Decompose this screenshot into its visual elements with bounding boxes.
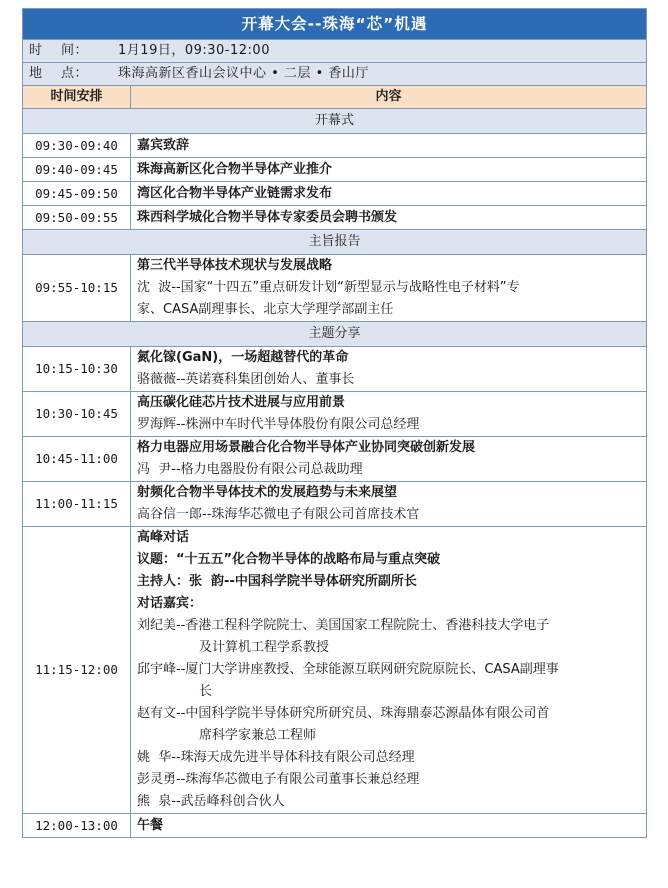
panel-guest: 赵有文--中国科学院半导体研究所研究员、珠海鼎泰芯源晶体有限公司首 bbox=[137, 706, 550, 721]
panel-guest-cont: 及计算机工程学系教授 bbox=[199, 640, 330, 655]
header-time: 时间安排 bbox=[23, 86, 131, 109]
section-topics: 主题分享 bbox=[23, 322, 647, 347]
row-content: 嘉宾致辞 bbox=[131, 134, 647, 158]
table-row bbox=[23, 527, 647, 814]
panel-guest: 熊 泉--武岳峰科创合伙人 bbox=[137, 794, 285, 809]
meta-place-value: 珠海高新区香山会议中心 • 二层 • 香山厅 bbox=[118, 66, 369, 81]
meta-time-value: 1月19日，09:30-12:00 bbox=[118, 43, 270, 58]
topic-speaker: 冯 尹--格力电器股份有限公司总裁助理 bbox=[137, 462, 363, 477]
row-content bbox=[131, 527, 647, 814]
table-row bbox=[23, 437, 647, 482]
row-content bbox=[131, 392, 647, 437]
row-content: 珠海高新区化合物半导体产业推介 bbox=[131, 158, 647, 182]
panel-guest-cont: 长 bbox=[199, 684, 213, 699]
panel-subject: 议题：“十五五”化合物半导体的战略布局与重点突破 bbox=[137, 552, 441, 567]
table-row bbox=[23, 182, 647, 206]
row-content bbox=[131, 482, 647, 527]
table-row bbox=[23, 347, 647, 392]
row-content: 湾区化合物半导体产业链需求发布 bbox=[131, 182, 647, 206]
row-content: 珠西科学城化合物半导体专家委员会聘书颁发 bbox=[131, 206, 647, 230]
keynote-speaker: 沈 波--国家“十四五”重点研发计划“新型显示与战略性电子材料”专 bbox=[137, 280, 520, 295]
row-time: 11:00-11:15 bbox=[23, 482, 131, 527]
topic-speaker: 骆薇薇--英诺赛科集团创始人、董事长 bbox=[137, 372, 355, 387]
topic-title: 高压碳化硅芯片技术进展与应用前景 bbox=[137, 395, 346, 410]
topic-speaker: 高谷信一郎--珠海华芯微电子有限公司首席技术官 bbox=[137, 507, 420, 522]
agenda-table bbox=[22, 8, 647, 838]
panel-guest: 邱宇峰--厦门大学讲座教授、全球能源互联网研究院原院长、CASA副理事 bbox=[137, 662, 559, 677]
table-row bbox=[23, 392, 647, 437]
meta-place-label: 地 点： bbox=[29, 66, 89, 81]
meta-time bbox=[23, 40, 647, 63]
table-row bbox=[23, 134, 647, 158]
keynote-speaker-cont: 家、CASA副理事长、北京大学理学部副主任 bbox=[137, 302, 394, 317]
agenda-title: 开幕大会--珠海“芯”机遇 bbox=[23, 9, 647, 40]
panel-guest: 彭灵勇--珠海华芯微电子有限公司董事长兼总经理 bbox=[137, 772, 420, 787]
panel-guest: 刘纪美--香港工程科学院院士、美国国家工程院院士、香港科技大学电子 bbox=[137, 618, 550, 633]
panel-guest: 姚 华--珠海天成先进半导体科技有限公司总经理 bbox=[137, 750, 415, 765]
row-content bbox=[131, 255, 647, 322]
topic-title: 氮化镓(GaN)，一场超越替代的革命 bbox=[137, 350, 349, 365]
table-row bbox=[23, 482, 647, 527]
row-content bbox=[131, 437, 647, 482]
table-row bbox=[23, 814, 647, 838]
row-time: 09:40-09:45 bbox=[23, 158, 131, 182]
table-row bbox=[23, 158, 647, 182]
table-row bbox=[23, 206, 647, 230]
row-time: 09:50-09:55 bbox=[23, 206, 131, 230]
agenda-sheet bbox=[22, 8, 646, 838]
row-time: 10:30-10:45 bbox=[23, 392, 131, 437]
panel-title: 高峰对话 bbox=[137, 530, 190, 545]
table-row bbox=[23, 255, 647, 322]
topic-title: 射频化合物半导体技术的发展趋势与未来展望 bbox=[137, 485, 398, 500]
row-time: 11:15-12:00 bbox=[23, 527, 131, 814]
topic-speaker: 罗海辉--株洲中车时代半导体股份有限公司总经理 bbox=[137, 417, 420, 432]
row-time: 09:45-09:50 bbox=[23, 182, 131, 206]
row-time: 12:00-13:00 bbox=[23, 814, 131, 838]
keynote-topic: 第三代半导体技术现状与发展战略 bbox=[137, 258, 333, 273]
section-opening: 开幕式 bbox=[23, 109, 647, 134]
row-time: 10:15-10:30 bbox=[23, 347, 131, 392]
panel-guest-cont: 席科学家兼总工程师 bbox=[199, 728, 317, 743]
panel-host: 主持人：张 韵--中国科学院半导体研究所副所长 bbox=[137, 574, 417, 589]
meta-place bbox=[23, 63, 647, 86]
section-keynote: 主旨报告 bbox=[23, 230, 647, 255]
panel-guests-label: 对话嘉宾： bbox=[137, 596, 203, 611]
row-time: 10:45-11:00 bbox=[23, 437, 131, 482]
header-content: 内容 bbox=[131, 86, 647, 109]
row-time: 09:30-09:40 bbox=[23, 134, 131, 158]
row-content bbox=[131, 347, 647, 392]
row-content: 午餐 bbox=[131, 814, 647, 838]
row-time: 09:55-10:15 bbox=[23, 255, 131, 322]
topic-title: 格力电器应用场景融合化合物半导体产业协同突破创新发展 bbox=[137, 440, 476, 455]
meta-time-label: 时 间： bbox=[29, 43, 89, 58]
